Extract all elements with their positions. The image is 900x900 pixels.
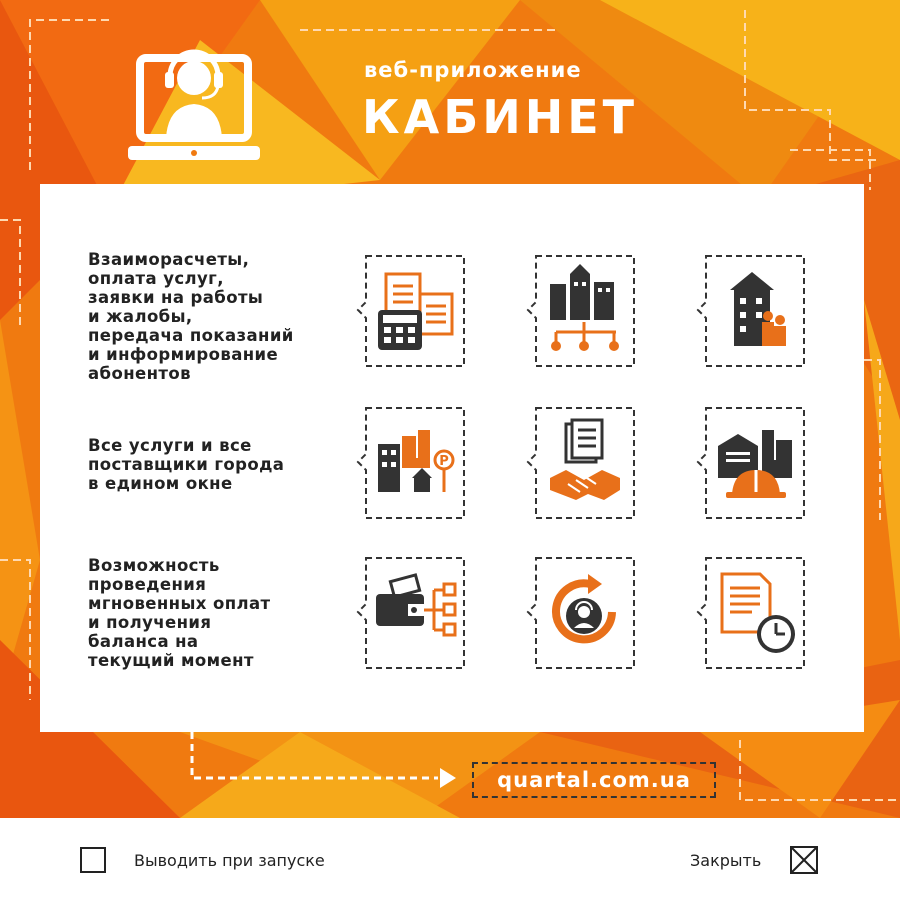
- feature-text-settlements: Взаиморасчеты, оплата услуг, заявки на работы и жалобы, передача показаний и информирование абонентов: [88, 250, 294, 383]
- support-operator-laptop-icon: [128, 28, 260, 168]
- close-label[interactable]: Закрыть: [690, 851, 762, 870]
- wallet-transfer-icon: [356, 556, 466, 670]
- show-on-start-checkbox[interactable]: [80, 847, 106, 873]
- features-card: [40, 184, 864, 732]
- app-subtitle: веб-приложение: [364, 58, 582, 82]
- document-clock-icon: [696, 556, 806, 670]
- website-link[interactable]: quartal.com.ua: [472, 762, 716, 798]
- operator-refresh-icon: [526, 556, 636, 670]
- city-parking-icon: [356, 406, 466, 520]
- apartment-residents-icon: [696, 254, 806, 368]
- arrow-to-website: [190, 732, 460, 792]
- app-title: КАБИНЕТ: [362, 90, 639, 144]
- calculator-documents-icon: [356, 254, 466, 368]
- handshake-contract-icon: [526, 406, 636, 520]
- buildings-network-icon: [526, 254, 636, 368]
- svg-text:P: P: [439, 454, 449, 469]
- feature-text-instant-payments: Возможность проведения мгновенных оплат и получения баланса на текущий момент: [88, 556, 271, 670]
- show-on-start-label: Выводить при запуске: [134, 851, 325, 870]
- industry-hardhat-icon: [696, 406, 806, 520]
- close-icon[interactable]: [790, 846, 818, 874]
- feature-text-all-services: Все услуги и все поставщики города в едином окне: [88, 436, 285, 493]
